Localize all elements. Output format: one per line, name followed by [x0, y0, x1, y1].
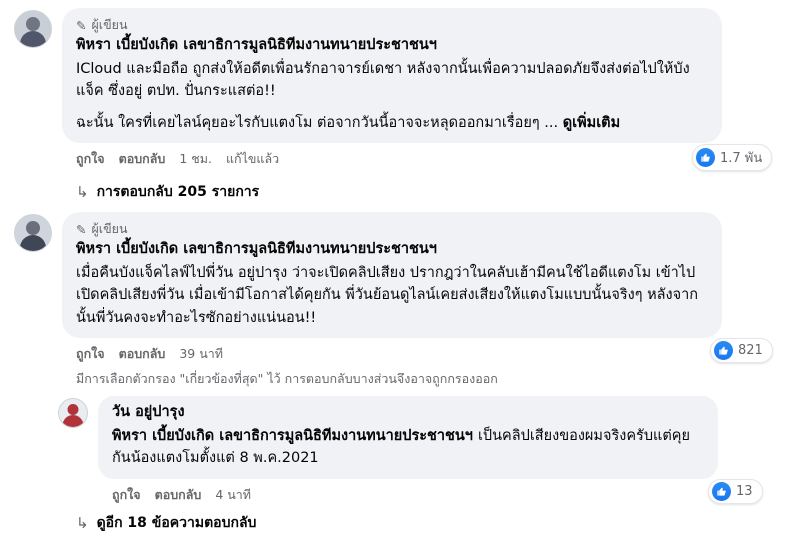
reaction-pill[interactable]	[692, 144, 772, 171]
avatar-body	[20, 31, 46, 48]
comment-paragraph-1: ICloud และมือถือ ถูกส่งให้อดีตเพื่อนรักอาจารย์เดชา หลังจากนั้นเพื่อความปลอดภัยจึงส่งต่อไปให้บังแจ็ค ซึ่งอยู่ ตปท. ปั่นกระแสต่อ!!	[76, 60, 690, 100]
view-replies-link[interactable]	[76, 181, 794, 203]
reply-button[interactable]: ตอบกลับ	[118, 150, 166, 166]
comment-2	[14, 212, 794, 338]
like-button[interactable]: ถูกใจ	[76, 150, 105, 166]
comment-block-1	[14, 8, 794, 203]
more-replies-link[interactable]	[76, 512, 256, 534]
avatar-body	[63, 415, 84, 428]
reply-button[interactable]: ตอบกลับ	[118, 345, 166, 361]
comment-author-name[interactable]: พิหรา เบี้ยบังเกิด เลขาธิการมูลนิธิทีมงานทนายประชาชนฯ	[76, 241, 437, 257]
thumbs-up-icon	[714, 341, 733, 360]
view-replies-label: การตอบกลับ 205 รายการ	[96, 183, 260, 200]
comment-paragraph-2	[76, 112, 708, 134]
more-replies-label: ดูอีก 18 ข้อความตอบกลับ	[96, 515, 257, 531]
thumbs-up-icon	[696, 148, 715, 167]
avatar[interactable]	[14, 10, 52, 48]
comment-1	[14, 8, 794, 143]
more-replies-block	[14, 512, 256, 534]
reaction-pill[interactable]	[710, 338, 773, 363]
comment-1-actions	[76, 149, 794, 169]
reply-text-rest: เป็นคลิปเสียงของผมจริงครับแต่คุยกันน้องแตงโมตั้งแต่ 8 พ.ค.2021	[112, 427, 690, 467]
thumbs-up-icon	[712, 482, 731, 501]
avatar[interactable]	[58, 398, 88, 428]
author-badge-label: ผู้เขียน	[91, 17, 128, 32]
avatar-head	[26, 17, 40, 31]
like-button[interactable]: ถูกใจ	[112, 486, 141, 502]
timestamp[interactable]: 1 ชม.	[179, 150, 212, 166]
comment-bubble	[62, 212, 722, 338]
reply-mention[interactable]: พิหรา เบี้ยบังเกิด เลขาธิการมูลนิธิทีมงานทนายประชาชนฯ	[112, 427, 478, 444]
reaction-count: 13	[736, 483, 753, 499]
reply-button[interactable]: ตอบกลับ	[154, 486, 202, 502]
avatar-body	[20, 235, 46, 252]
author-badge	[76, 219, 708, 239]
reply-text	[112, 425, 704, 470]
reply-bubble	[98, 396, 718, 479]
comment-paragraph-2-text: ฉะนั้น ใครที่เคยไลน์คุยอะไรกับแตงโม ต่อจากวันนี้อาจจะหลุดออกมาเรื่อยๆ ...	[76, 114, 563, 131]
comment-author-name[interactable]: พิหรา เบี้ยบังเกิด เลขาธิการมูลนิธิทีมงานทนายประชาชนฯ	[76, 37, 437, 53]
see-more-link[interactable]: ดูเพิ่มเติม	[562, 114, 621, 131]
avatar-head	[68, 404, 79, 415]
nested-reply-actions	[112, 485, 798, 505]
edited-label: แก้ไขแล้ว	[225, 150, 280, 166]
comment-2-actions	[76, 344, 794, 364]
filter-note: มีการเลือกตัวกรอง "เกี่ยวข้องที่สุด" ไว้ การตอบกลับบางส่วนจึงอาจถูกกรองออก	[76, 370, 498, 386]
comment-bubble	[62, 8, 722, 143]
author-badge	[76, 15, 708, 35]
reaction-pill[interactable]	[708, 479, 763, 504]
nested-reply-block	[58, 396, 798, 505]
timestamp[interactable]: 39 นาที	[179, 345, 223, 361]
comment-paragraph-1: เมื่อคืนบังแจ็คไลฟ์ไปพี่วัน อยู่ปารุง ว่าจะเปิดคลิปเสียง ปรากฎว่าในคลับเฮ้ามีคนใช้ไอดีแตงโม เข้าไปเปิดคลิปเสียงพี่วัน เมื่อเข้ามีโอกาสได้คุยกัน พี่วันย้อนดูไลน์เคยส่งเสียงให้แตงโมแบบนั้นจริงๆ หลังจากนั้นพี่วันคงจะทำอะไรซักอย่างแน่นอน!!	[76, 264, 699, 326]
reply-arrow-icon: ↳	[76, 514, 89, 532]
reaction-count: 1.7 พัน	[720, 150, 763, 166]
nested-reply	[58, 396, 798, 479]
pen-icon: ✎	[76, 221, 87, 237]
reply-author-name[interactable]: วัน อยู่ปารุง	[112, 404, 185, 420]
reply-arrow-icon: ↳	[76, 182, 89, 201]
author-badge-label: ผู้เขียน	[91, 221, 128, 236]
avatar-head	[26, 221, 40, 235]
comment-block-2	[14, 212, 794, 389]
pen-icon: ✎	[76, 17, 87, 33]
timestamp[interactable]: 4 นาที	[215, 486, 252, 502]
like-button[interactable]: ถูกใจ	[76, 345, 105, 361]
avatar[interactable]	[14, 214, 52, 252]
reaction-count: 821	[738, 342, 763, 358]
